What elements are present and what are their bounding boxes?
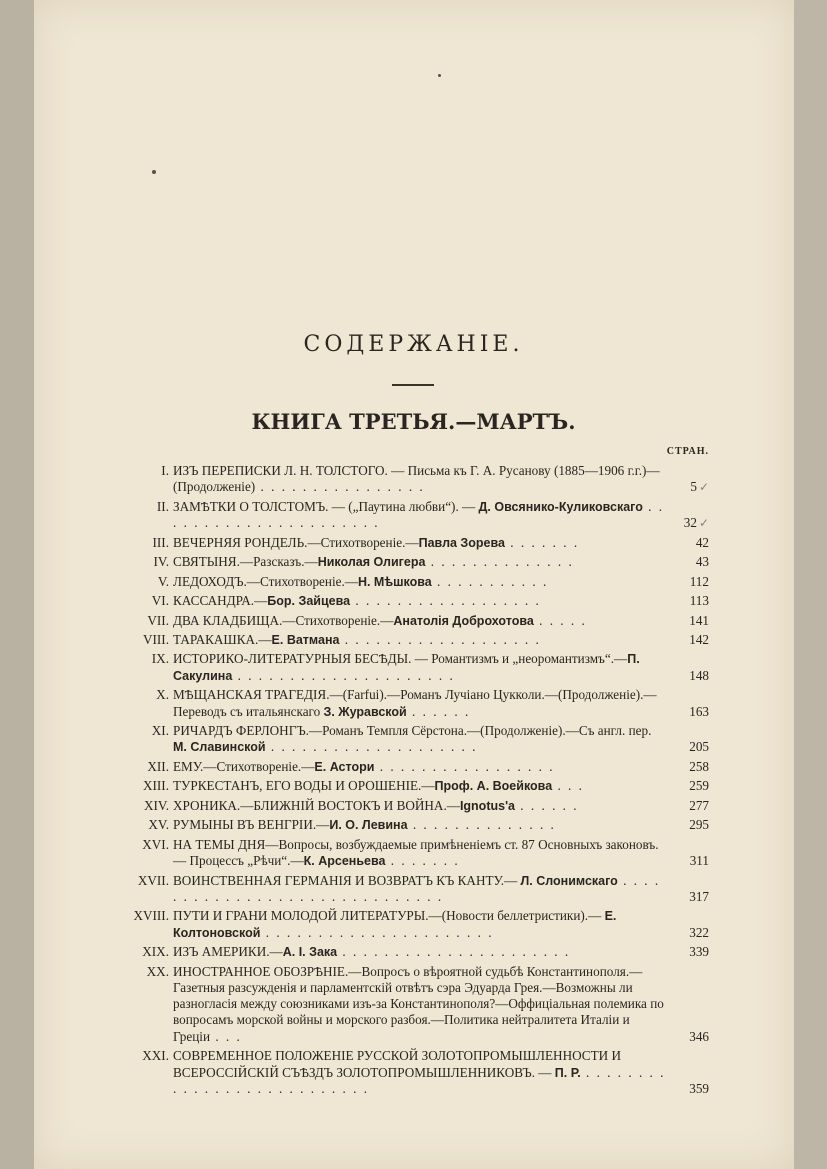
entry-page: 258: [689, 758, 709, 774]
toc-entry: [145, 593, 715, 609]
entry-number: VI.: [151, 593, 169, 609]
leader-dots: . . . . . . .: [385, 853, 460, 869]
entry-author: Е. Колтоновской: [173, 909, 617, 940]
entry-page: 148: [689, 667, 709, 683]
entry-author: К. Арсеньева: [303, 854, 386, 869]
toc-entry: [145, 463, 715, 496]
leader-dots: . . . . . . . . . . . . . . . . .: [374, 758, 555, 774]
entry-number: XVIII.: [133, 908, 169, 924]
entry-title: ПУТИ И ГРАНИ МОЛОДОЙ ЛИТЕРАТУРЫ.—(Новости беллетристики).—: [173, 908, 602, 924]
entry-author: Л. Слонимскаго: [520, 873, 618, 888]
entry-author: А. І. Зака: [282, 945, 338, 960]
toc-entry: [142, 944, 715, 960]
leader-dots: . . . . .: [533, 612, 587, 628]
entry-title: КАССАНДРА.—: [173, 593, 268, 609]
toc-entry: [142, 836, 715, 870]
entry-author: П. Сакулина: [173, 652, 640, 683]
entry-title: ХРОНИКА.—БЛИЖНІЙ ВОСТОКЪ И ВОЙНА.—: [173, 797, 460, 813]
entry-page: 141: [689, 612, 709, 628]
entry-page: 322: [689, 924, 709, 940]
entry-page: 163: [689, 703, 709, 719]
entry-author: Е. Астори: [314, 759, 375, 774]
leader-dots: . . . . . . . . . . . . . . . . . . . . . .: [337, 944, 571, 960]
entry-page: 259: [689, 778, 709, 794]
entry-page: 42: [695, 534, 709, 550]
entry-author: Д. Овсянико-Куликовскаго: [478, 499, 643, 514]
entry-page: [665, 515, 709, 531]
paper-speck: [152, 170, 156, 174]
toc-entry: [145, 554, 715, 570]
entry-page: 113: [689, 593, 709, 609]
entry-number: XII.: [147, 758, 169, 774]
leader-dots: . . .: [552, 778, 584, 794]
leader-dots: . . . . . . . . . . . . . . . . . . . . . . . . . . . . . .: [173, 872, 661, 904]
toc-entry: [142, 1048, 715, 1097]
entry-number: XIX.: [142, 944, 169, 960]
entry-author: Ignotus'a: [459, 798, 515, 813]
entry-number: XI.: [151, 723, 169, 739]
leader-dots: . . . . . . . . . . . . . . . . . . . . .: [232, 667, 455, 683]
leader-dots: . . . . . . . . . . .: [431, 573, 549, 589]
leader-dots: . . . . . . . . . . . . . . . . . .: [350, 593, 541, 609]
entry-title: ЕМУ.—Стихотвореніе.—: [173, 758, 315, 774]
entry-number: I.: [161, 463, 169, 478]
toc-entry: [145, 574, 715, 590]
leader-dots: . . . . . .: [406, 703, 471, 719]
entry-author: Павла Зорева: [418, 535, 505, 550]
toc-entry: [145, 778, 715, 794]
leader-dots: . . . . . . . . . . . . . . . . . . . . . .: [260, 924, 494, 940]
entry-title: ВЕЧЕРНЯЯ РОНДЕЛЬ.—Стихотвореніе.—: [173, 534, 419, 550]
entry-page: 112: [689, 573, 709, 589]
page-number: 5: [690, 479, 697, 495]
entry-page: [665, 479, 709, 495]
entry-title: ТУРКЕСТАНЪ, ЕГО ВОДЫ И ОРОШЕНІЕ.—: [173, 778, 435, 794]
entry-number: XX.: [146, 963, 169, 979]
entry-page: 346: [689, 1028, 709, 1044]
entry-author: П. Р.: [554, 1065, 581, 1080]
entry-title: ЗАМѢТКИ О ТОЛСТОМЪ. — („Паутина любви“). —: [173, 498, 476, 514]
paper-speck: [438, 74, 441, 77]
entry-number: XVII.: [137, 872, 169, 888]
scan-right-margin: [794, 0, 827, 1169]
entry-page: 339: [689, 944, 709, 960]
entry-title: ДВА КЛАДБИЩА.—Стихотвореніе.—: [173, 612, 394, 628]
book-title: КНИГА ТРЕТЬЯ.—МАРТЪ.: [251, 409, 576, 434]
entry-author: Е. Ватмана: [271, 632, 340, 647]
entry-title: РИЧАРДЪ ФЕРЛОНГЪ.—Романъ Темпля Сёрстона.—(Продолженіе).—Съ англ. пер.: [173, 723, 652, 739]
toc-entry: [145, 535, 715, 551]
entry-page: 317: [689, 888, 709, 904]
entry-author: И. О. Левина: [329, 818, 408, 833]
entry-author: Бор. Зайцева: [267, 594, 351, 609]
entry-page: 311: [689, 853, 709, 869]
leader-dots: . . . . . . . . . . . . . . . . . . .: [339, 631, 541, 647]
entry-number: V.: [157, 573, 169, 589]
entry-author: Проф. А. Воейкова: [434, 779, 553, 794]
entry-number: VIII.: [143, 631, 169, 647]
entry-author: М. Славинской: [173, 740, 266, 755]
entry-number: XIV.: [143, 797, 169, 813]
leader-dots: . . . . . . . . . . . . . . . . . . . . . . . . . . .: [173, 1064, 666, 1096]
leader-dots: . . . . . . .: [504, 534, 580, 550]
entry-number: X.: [156, 687, 169, 703]
entry-number: III.: [152, 534, 169, 550]
entry-page: 43: [695, 554, 709, 570]
check-mark: ✓: [698, 480, 709, 495]
page-column-label: СТРАН.: [666, 446, 709, 457]
leader-dots: . . . . . . . . . . . . . . . . . . . . . .: [173, 498, 665, 531]
toc-entry: [145, 723, 715, 756]
toc-entry: [145, 499, 715, 532]
toc-entry: [145, 613, 715, 629]
leader-dots: . . . . . . . . . . . . . .: [425, 554, 574, 570]
entry-title: РУМЫНЫ ВЪ ВЕНГРІИ.—: [173, 817, 330, 833]
toc-entry: [133, 908, 715, 941]
entry-title: МѢЩАНСКАЯ ТРАГЕДІЯ.—(Farfui).—Романъ Лучіано Цукколи.—(Продолженіе).—Переводъ съ итальянскаго: [173, 687, 657, 719]
contents-heading: СОДЕРЖАНІЕ.: [303, 332, 524, 357]
entry-author: Николая Олигера: [317, 555, 426, 570]
scan-left-margin: [0, 0, 34, 1169]
toc-entry: [145, 651, 715, 684]
entry-number: VII.: [147, 612, 169, 628]
entry-title: ТАРАКАШКА.—: [173, 631, 272, 647]
entry-number: II.: [156, 498, 169, 514]
toc-entry: [145, 632, 715, 648]
table-of-contents: [133, 463, 715, 1100]
leader-dots: . . . . . . . . . . . . . . . . . . . .: [265, 739, 478, 755]
leader-dots: . . . . . . . . . . . . . .: [407, 817, 556, 833]
toc-entry: [145, 817, 715, 833]
toc-entry: [145, 687, 715, 720]
entry-title: ЛЕДОХОДЪ.—Стихотвореніе.—: [173, 573, 358, 589]
entry-number: XVI.: [142, 836, 169, 852]
entry-number: IX.: [151, 651, 169, 667]
entry-page: 277: [689, 797, 709, 813]
toc-entry: [137, 872, 715, 906]
entry-page: 205: [689, 739, 709, 755]
entry-title: ИЗЪ АМЕРИКИ.—: [173, 944, 283, 960]
page-number: 32: [683, 515, 697, 531]
leader-dots: . . . . . .: [515, 797, 579, 813]
entry-number: XXI.: [142, 1048, 169, 1064]
entry-author: Н. Мѣшкова: [357, 574, 432, 589]
toc-entry: [145, 759, 715, 775]
entry-page: 142: [689, 631, 709, 647]
entry-title: ИЗЪ ПЕРЕПИСКИ Л. Н. ТОЛСТОГО. — Письма къ Г. А. Русанову (1885—1906 г.г.)—(Продолженіе): [173, 463, 660, 495]
entry-title: ВОИНСТВЕННАЯ ГЕРМАНІЯ И ВОЗВРАТЪ КЪ КАНТУ.—: [173, 872, 518, 888]
entry-number: XV.: [148, 817, 169, 833]
toc-entry: [145, 798, 715, 814]
entry-author: Анатолія Доброхотова: [393, 613, 534, 628]
leader-dots: . . . . . . . . . . . . . . . .: [255, 479, 425, 495]
entry-number: IV.: [153, 554, 169, 570]
check-mark: ✓: [698, 516, 709, 531]
entry-title: СВЯТЫНЯ.—Разсказъ.—: [173, 554, 318, 570]
entry-page: 295: [689, 817, 709, 833]
entry-title: СОВРЕМЕННОЕ ПОЛОЖЕНІЕ РУССКОЙ ЗОЛОТОПРОМЫШЛЕННОСТИ И ВСЕРОССІЙСКІЙ СЪѢЗДЪ ЗОЛОТОПРОМЫШЛЕННИКОВЪ. —: [173, 1048, 621, 1080]
entry-title: ИНОСТРАННОЕ ОБОЗРѢНІЕ.—Вопросъ о вѣроятной судьбѣ Константинополя.—Газетныя разсужденія и парламентскій отвѣтъ сэра Эдуарда Грея.—Возможны ли разногласія между союзниками изъ-за Константинополя?—Оффиціальная полемика по вопросамъ морской войны и морского разбоя.—Политика нейтралитета Италіи и Греціи: [173, 963, 664, 1044]
entry-page: 359: [689, 1080, 709, 1096]
heading-divider: [392, 384, 434, 386]
entry-title: НА ТЕМЫ ДНЯ—Вопросы, возбуждаемые примѣненіемъ ст. 87 Основныхъ законовъ. — Процессъ „Рѣчи“.—: [173, 836, 659, 869]
entry-number: XIII.: [143, 778, 169, 794]
toc-entry: [145, 964, 715, 1045]
entry-author: З. Журавской: [323, 704, 407, 719]
entry-title: ИСТОРИКО-ЛИТЕРАТУРНЫЯ БЕСѢДЫ. — Романтизмъ и „неоромантизмъ“.—: [173, 651, 628, 667]
leader-dots: . . .: [210, 1028, 242, 1044]
